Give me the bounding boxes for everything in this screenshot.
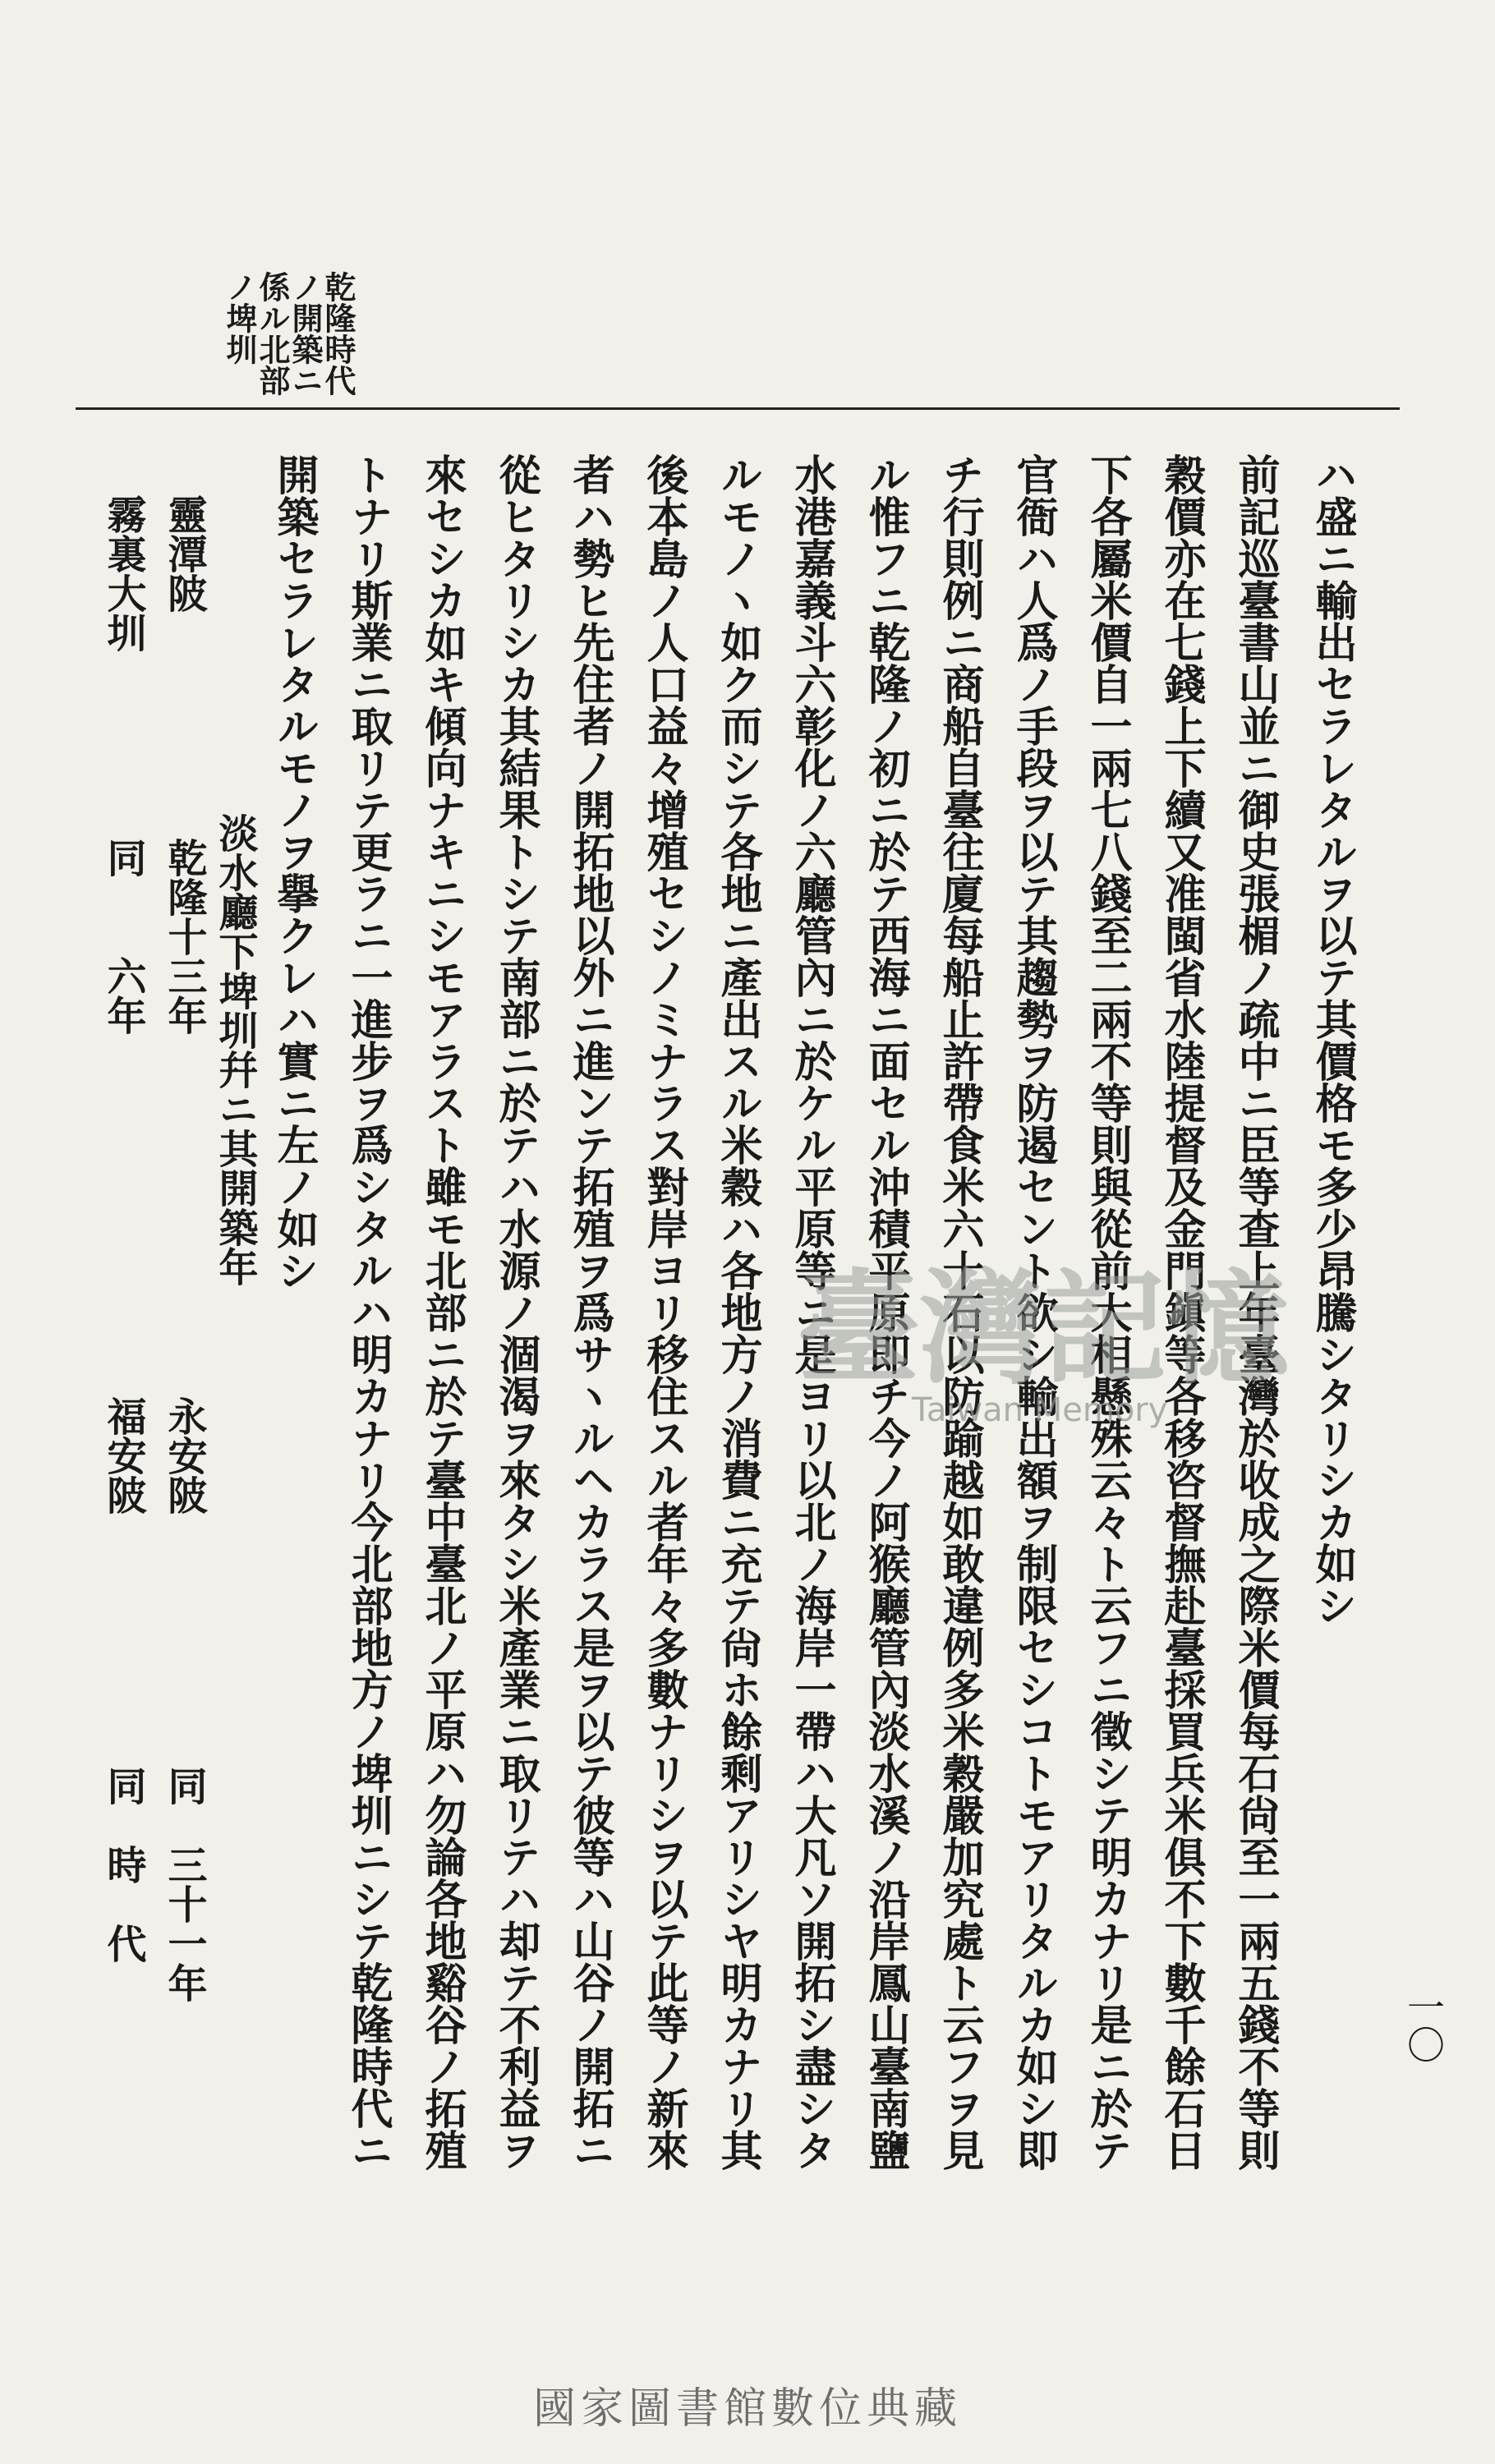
header-rule — [76, 407, 1400, 410]
text-column: チ行則例ニ商船自臺往廈每船止許帶食米六十石以防踰越如敢違例多米穀嚴加究處ト云フヲ見 — [935, 453, 984, 2171]
text-column: ル惟フニ乾隆ノ初ニ於テ西海ニ面セル沖積平原即チ今ノ阿猴廳管內淡水溪ノ沿岸鳳山臺南鹽 — [861, 453, 910, 2171]
table-cell-name: 福安陂 — [100, 1396, 146, 1515]
side-note-line: ノ開築ニ — [287, 271, 324, 396]
side-note-line: 乾隆時代 — [320, 271, 356, 396]
watermark-main-text: 臺灣記憶 — [797, 1257, 1290, 1401]
text-column: トナリ斯業ニ取リテ更ラニ一進步ヲ爲シタルハ明カナリ今北部地方ノ埤圳ニシテ乾隆時代ニ — [343, 453, 393, 2171]
table-cell-year: 乾隆十三年 — [161, 838, 207, 1035]
table-cell-name: 永安陂 — [161, 1396, 207, 1515]
archive-footer: 國家圖書館數位典藏 — [532, 2384, 962, 2434]
watermark-sub-text: Taiwan Memory — [912, 1391, 1168, 1429]
text-column: 下各屬米價自一兩七八錢至二兩不等則與從前大相懸殊云々ト云フニ徵シテ明カナリ是ニ於テ — [1083, 453, 1132, 2171]
table-cell-year: 同 三十一年 — [161, 1766, 207, 2002]
text-column: 官衙ハ人爲ノ手段ヲ以テ其趨勢ヲ防遏セント欲シ輸出額ヲ制限セシコトモアリタルカ如シ即 — [1009, 453, 1058, 2171]
table-cell-year: 同 六年 — [100, 838, 146, 1035]
table-cell-name: 靈潭陂 — [161, 494, 207, 613]
text-column: ルモノヽ如ク而シテ各地ニ產出スル米穀ハ各地方ノ消費ニ充テ尙ホ餘剩アリシヤ明カナリ其 — [713, 453, 762, 2171]
text-column: 前記巡臺書山並ニ御史張楣ノ疏中ニ臣等查上年臺灣於收成之際米價每石尙至一兩五錢不等則 — [1230, 453, 1280, 2171]
table-cell-name: 霧裏大圳 — [100, 494, 146, 652]
text-column: 開築セラレタルモノヲ擧クレハ實ニ左ノ如シ — [269, 453, 319, 1291]
text-column: 水港嘉義斗六彰化ノ六廳管內ニ於ケル平原等ニ是ヨリ以北ノ海岸一帶ハ大凡ソ開拓シ盡シタ — [787, 453, 836, 2171]
table-cell-year: 同 時 代 — [100, 1766, 146, 1963]
text-column: 來セシカ如キ傾向ナキニシモアラスト雖モ北部ニ於テ臺中臺北ノ平原ハ勿論各地谿谷ノ拓殖 — [417, 453, 467, 2171]
page-number: 一〇 — [1401, 1988, 1446, 2063]
table-heading: 淡水廳下埤圳幷ニ其開築年 — [212, 813, 258, 1286]
side-note-line: 係ル北部 — [254, 271, 291, 396]
text-column: 後本島ノ人口益々增殖セシノミナラス對岸ヨリ移住スル者年々多數ナリシヲ以テ此等ノ新來 — [639, 453, 688, 2171]
text-column: 者ハ勢ヒ先住者ノ開拓地以外ニ進ンテ拓殖ヲ爲サヽルヘカラス是ヲ以テ彼等ハ山谷ノ開拓ニ — [565, 453, 614, 2171]
side-note-line: ノ埤圳 — [221, 271, 258, 365]
text-column: ハ盛ニ輸出セラレタルヲ以テ其價格モ多少昂騰シタリシカ如シ — [1308, 453, 1357, 1626]
text-column: 穀價亦在七錢上下續又准閩省水陸提督及金門鎭等各移咨督撫赴臺採買兵米俱不下數千餘石日 — [1157, 453, 1206, 2171]
text-column: 從ヒタリシカ其結果トシテ南部ニ於テハ水源ノ涸渴ヲ來タシ米產業ニ取リテハ却テ不利益ヲ — [491, 453, 540, 2171]
taiwan-memory-watermark — [789, 1232, 1298, 1446]
